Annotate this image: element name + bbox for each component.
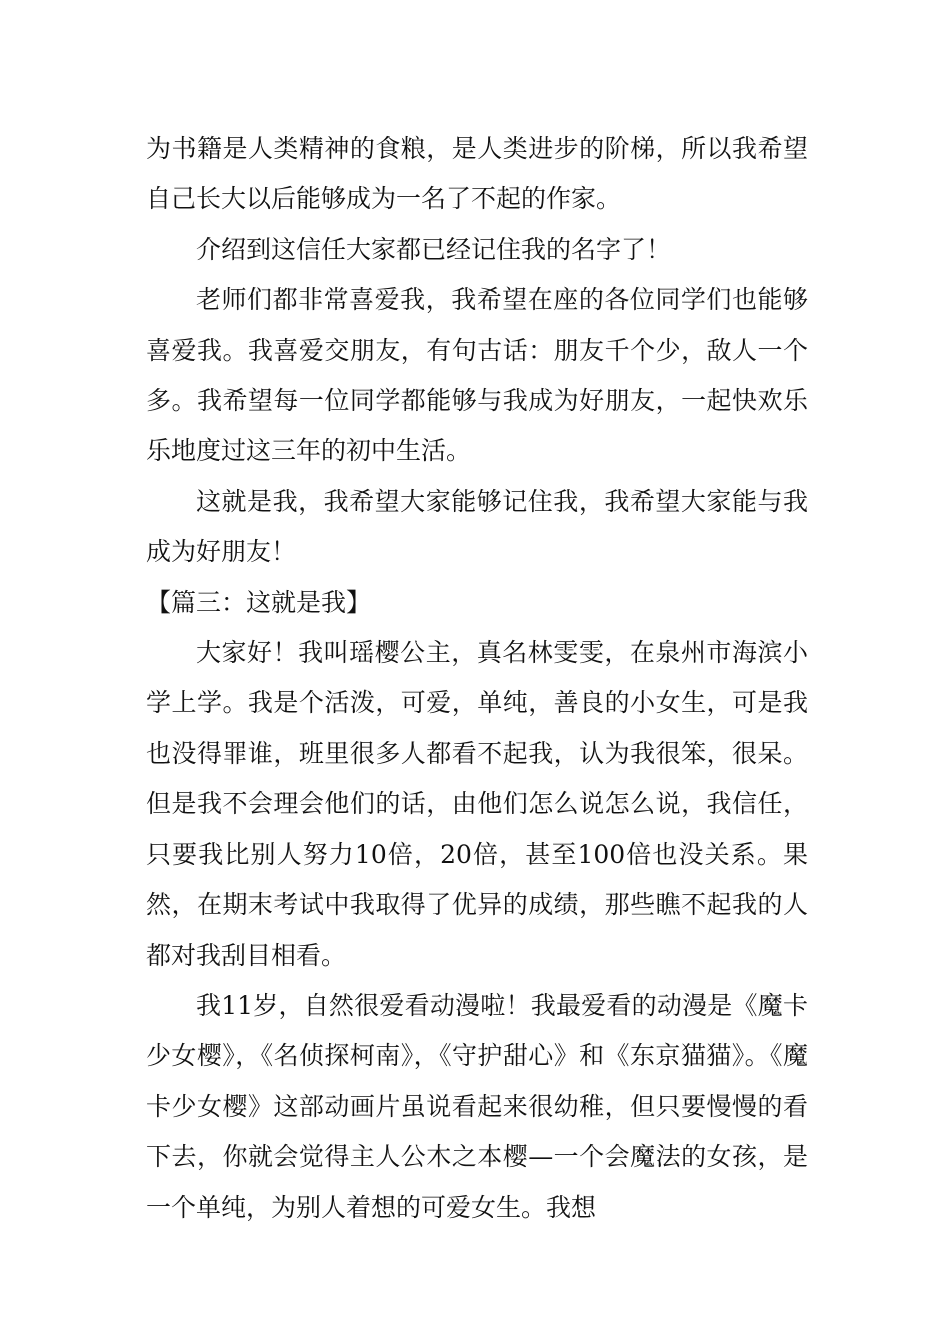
section-heading: 【篇三：这就是我】 [146, 587, 372, 617]
paragraph-1: 为书籍是人类精神的食粮，是人类进步的阶梯，所以我希望自己长大以后能够成为一名了不起的作家。 [146, 134, 808, 214]
paragraph-5: 大家好！我叫瑶樱公主，真名林雯雯，在泉州市海滨小学上学。我是个活泼，可爱，单纯，善良的小女生，可是我也没得罪谁，班里很多人都看不起我，认为我很笨，很呆。但是我不会理会他们的话，由他们怎么说怎么说，我信任，只要我比别人努力10倍，20倍，甚至100倍也没关系。果然，在期末考试中我取得了优异的成绩，那些瞧不起我的人都对我刮目相看。 [146, 638, 808, 970]
paragraph-2: 介绍到这信任大家都已经记住我的名字了！ [196, 234, 672, 264]
paragraph-3: 老师们都非常喜爱我，我希望在座的各位同学们也能够喜爱我。我喜爱交朋友，有句古话：朋友千个少，敌人一个多。我希望每一位同学都能够与我成为好朋友，一起快欢乐乐地度过这三年的初中生活。 [146, 285, 808, 466]
paragraph-6: 我11岁，自然很爱看动漫啦！我最爱看的动漫是《魔卡少女樱》，《名侦探柯南》，《守护甜心》和《东京猫猫》。《魔卡少女樱》这部动画片虽说看起来很幼稚，但只要慢慢的看下去，你就会觉得主人公木之本樱—一个会魔法的女孩，是一个单纯，为别人着想的可爱女生。我想 [146, 990, 808, 1222]
paragraph-4: 这就是我，我希望大家能够记住我，我希望大家能与我成为好朋友！ [146, 486, 808, 567]
document-page [146, 124, 808, 1233]
